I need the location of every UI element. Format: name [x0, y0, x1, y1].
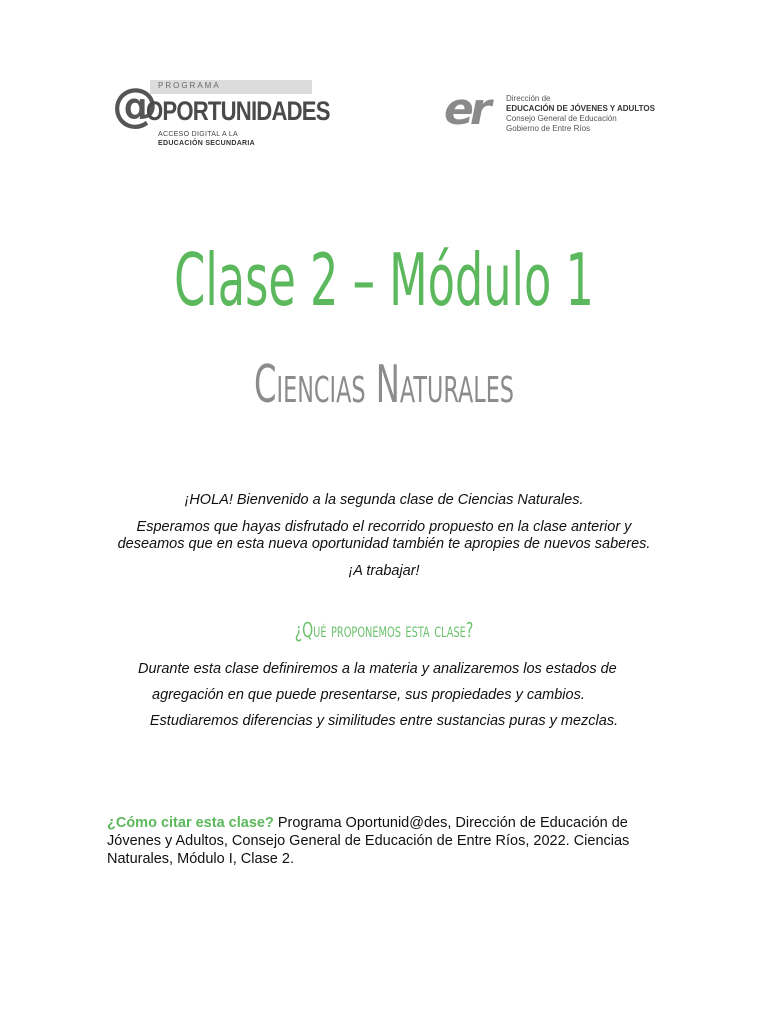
direccion-line-1: Dirección de — [506, 94, 551, 103]
intro-paragraph: Esperamos que hayas disfrutado el recorrido propuesto en la clase anterior y deseamos que en esta nueva oportunidad también te apropies de nuevos saberes. — [117, 519, 651, 552]
program-tagline-1: ACCESO DIGITAL A LA — [158, 131, 239, 138]
citation — [107, 814, 667, 868]
direccion-line-3: Consejo General de Educación — [506, 114, 617, 123]
direccion-line-4: Gobierno de Entre Ríos — [506, 124, 591, 133]
description-line-1: Durante esta clase definiremos a la materia y analizaremos los estados de — [138, 661, 617, 677]
program-tagline-2: EDUCACIÓN SECUNDARIA — [158, 140, 256, 147]
direccion-text — [506, 94, 655, 134]
intro-call: ¡A trabajar! — [348, 563, 420, 579]
direccion-logo — [444, 84, 684, 138]
page-title: Clase 2 – Módulo 1 — [174, 238, 594, 322]
citation-text: Programa Oportunid@des, Dirección de Educación de Jóvenes y Adultos, Consejo General de Educación de Entre Ríos, 2022. Ciencias Naturales, Módulo I, Clase 2. — [107, 815, 630, 867]
program-label: PROGRAMA — [158, 81, 221, 90]
er-logo-icon: er — [444, 84, 488, 135]
direccion-line-2: EDUCACIÓN DE JÓVENES Y ADULTOS — [506, 104, 655, 113]
section-heading: ¿Qué proponemos esta clase? — [294, 618, 474, 642]
oportunidades-logo — [112, 78, 330, 152]
at-symbol-icon: @ — [112, 78, 158, 132]
intro-text — [112, 492, 656, 590]
intro-greeting: ¡HOLA! Bienvenido a la segunda clase de Ciencias Naturales. — [184, 492, 584, 508]
page-subtitle: Ciencias Naturales — [254, 355, 514, 415]
citation-question: ¿Cómo citar esta clase? — [107, 815, 274, 831]
class-description — [112, 656, 656, 734]
program-name: OPORTUNIDADES — [146, 96, 330, 126]
description-line-3: Estudiaremos diferencias y similitudes entre sustancias puras y mezclas. — [149, 713, 619, 729]
description-line-2: agregación en que puede presentarse, sus propiedades y cambios. — [152, 687, 585, 703]
